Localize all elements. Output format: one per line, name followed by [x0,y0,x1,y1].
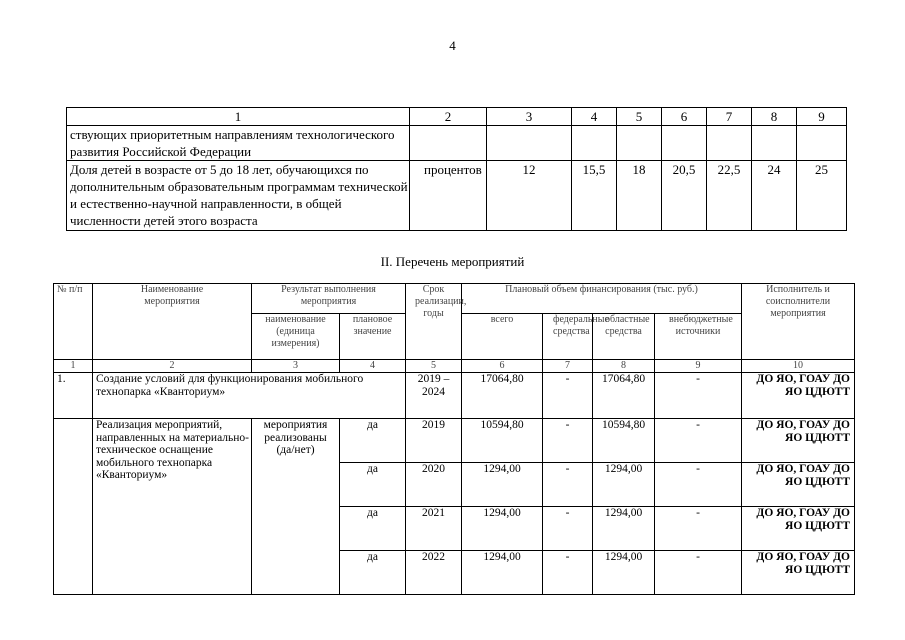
col-num: 5 [617,108,662,126]
col-num: 3 [487,108,572,126]
header-extra: внебюджетные источники [655,314,742,360]
table-row [54,419,855,463]
col-num: 1 [54,360,93,373]
header-term: Срок реализации, годы [406,284,462,360]
unit-cell: процентов [410,161,487,231]
value-cell: 20,5 [662,161,707,231]
total: 1294,00 [462,463,543,507]
plan-value: да [340,419,406,463]
value-cell: 25 [797,161,847,231]
value-cell: 15,5 [572,161,617,231]
col-num: 5 [406,360,462,373]
item-term: 2019 – 2024 [406,373,462,419]
col-num: 9 [797,108,847,126]
extra: - [655,463,742,507]
item-total: 17064,80 [462,373,543,419]
section-title: II. Перечень мероприятий [380,254,525,269]
sub-name: Реализация мероприятий, направленных на материально-техническое оснащение мобильного технопарка «Кванториум» [93,419,252,595]
continued-row [67,126,847,161]
year: 2019 [406,419,462,463]
col-num: 2 [410,108,487,126]
executor: ДО ЯО, ГОАУ ДО ЯО ЦДЮТТ [742,507,855,551]
sub-result-name: мероприятия реализованы (да/нет) [252,419,340,595]
indicator-row [67,161,847,231]
regional: 10594,80 [593,419,655,463]
plan-value: да [340,463,406,507]
extra: - [655,419,742,463]
column-numbers-row [67,108,847,126]
value-cell: 22,5 [707,161,752,231]
col-num: 4 [340,360,406,373]
header-executor: Исполнитель и соисполнители мероприятия [742,284,855,360]
header-federal: федеральные средства [543,314,593,360]
col-num: 10 [742,360,855,373]
table-row [54,373,855,419]
indicators-table [66,107,847,231]
federal: - [543,551,593,595]
regional: 1294,00 [593,551,655,595]
col-num: 6 [462,360,543,373]
page-number: 4 [449,38,456,53]
measures-table [53,283,855,595]
header-regional: областные средства [593,314,655,360]
year: 2022 [406,551,462,595]
col-num: 2 [93,360,252,373]
col-num: 7 [543,360,593,373]
header-num: № п/п [54,284,93,360]
total: 1294,00 [462,507,543,551]
item-num: 1. [54,373,93,419]
indicator-text: ствующих приоритетным направлениям технологического развития Российской Федерации [67,126,410,161]
header-result-name: наименование (единица измерения) [252,314,340,360]
federal: - [543,463,593,507]
extra: - [655,507,742,551]
item-federal: - [543,373,593,419]
regional: 1294,00 [593,463,655,507]
value-cell: 18 [617,161,662,231]
col-num: 8 [593,360,655,373]
extra: - [655,551,742,595]
column-numbers-row [54,360,855,373]
col-num: 1 [67,108,410,126]
executor: ДО ЯО, ГОАУ ДО ЯО ЦДЮТТ [742,463,855,507]
header-result-plan: плановое значение [340,314,406,360]
header-total: всего [462,314,543,360]
header-row [54,284,855,314]
col-num: 7 [707,108,752,126]
item-executor: ДО ЯО, ГОАУ ДО ЯО ЦДЮТТ [742,373,855,419]
item-name: Создание условий для функционирования мобильного технопарка «Кванториум» [93,373,406,419]
total: 10594,80 [462,419,543,463]
header-result: Результат выполнения мероприятия [252,284,406,314]
regional: 1294,00 [593,507,655,551]
col-num: 3 [252,360,340,373]
header-name: Наименование мероприятия [93,284,252,360]
year: 2021 [406,507,462,551]
item-extra: - [655,373,742,419]
col-num: 6 [662,108,707,126]
header-finance: Плановый объем финансирования (тыс. руб.) [462,284,742,314]
executor: ДО ЯО, ГОАУ ДО ЯО ЦДЮТТ [742,551,855,595]
col-num: 4 [572,108,617,126]
federal: - [543,419,593,463]
col-num: 8 [752,108,797,126]
plan-value: да [340,507,406,551]
col-num: 9 [655,360,742,373]
value-cell: 12 [487,161,572,231]
federal: - [543,507,593,551]
plan-value: да [340,551,406,595]
year: 2020 [406,463,462,507]
executor: ДО ЯО, ГОАУ ДО ЯО ЦДЮТТ [742,419,855,463]
indicator-text: Доля детей в возрасте от 5 до 18 лет, обучающихся по дополнительным образовательным программам технической и естественно-научной направленности, в общей численности детей этого возраста [67,161,410,231]
value-cell: 24 [752,161,797,231]
total: 1294,00 [462,551,543,595]
item-regional: 17064,80 [593,373,655,419]
